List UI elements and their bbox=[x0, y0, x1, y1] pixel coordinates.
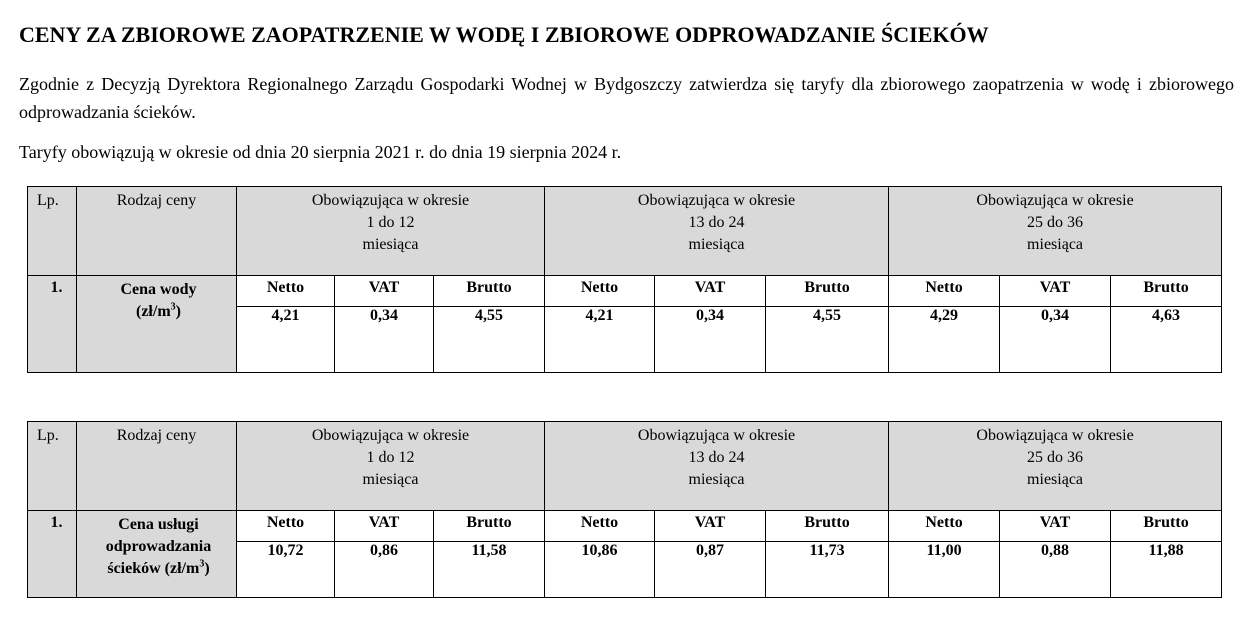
sewage-netto-p2: 10,86 bbox=[545, 542, 655, 598]
sewage-vat-p2: 0,87 bbox=[655, 542, 766, 598]
col-vat: VAT bbox=[335, 511, 434, 542]
col-brutto: Brutto bbox=[766, 276, 889, 307]
header-period-1: Obowiązująca w okresie 1 do 12 miesiąca bbox=[237, 187, 545, 276]
col-netto: Netto bbox=[237, 276, 335, 307]
header-rodzaj-ceny: Rodzaj ceny bbox=[77, 422, 237, 511]
header-period-1: Obowiązująca w okresie 1 do 12 miesiąca bbox=[237, 422, 545, 511]
water-netto-p3: 4,29 bbox=[889, 307, 1000, 373]
col-netto: Netto bbox=[889, 511, 1000, 542]
col-netto: Netto bbox=[889, 276, 1000, 307]
sewage-vat-p1: 0,86 bbox=[335, 542, 434, 598]
header-period-3: Obowiązująca w okresie 25 do 36 miesiąca bbox=[889, 422, 1222, 511]
col-vat: VAT bbox=[1000, 276, 1111, 307]
sewage-netto-p1: 10,72 bbox=[237, 542, 335, 598]
water-vat-p3: 0,34 bbox=[1000, 307, 1111, 373]
col-vat: VAT bbox=[335, 276, 434, 307]
page-title: CENY ZA ZBIOROWE ZAOPATRZENIE W WODĘ I ZBIOROWE ODPROWADZANIE ŚCIEKÓW bbox=[19, 22, 989, 47]
col-netto: Netto bbox=[237, 511, 335, 542]
col-vat: VAT bbox=[655, 511, 766, 542]
col-netto: Netto bbox=[545, 511, 655, 542]
sewage-netto-p3: 11,00 bbox=[889, 542, 1000, 598]
sewage-brutto-p3: 11,88 bbox=[1111, 542, 1222, 598]
header-lp: Lp. bbox=[28, 187, 77, 276]
intro-paragraph: Zgodnie z Decyzją Dyrektora Regionalnego Zarządu Gospodarki Wodnej w Bydgoszczy zatwierdza się taryfy dla zbiorowego zaopatrzenia w wodę i zbiorowego odprowadzania ścieków. bbox=[19, 74, 1234, 122]
col-brutto: Brutto bbox=[1111, 511, 1222, 542]
water-netto-p1: 4,21 bbox=[237, 307, 335, 373]
sewage-row-name: Cena usługi odprowadzania ścieków $(zł/m^3)$ bbox=[77, 511, 237, 598]
sewage-brutto-p2: 11,73 bbox=[766, 542, 889, 598]
water-row-name: Cena wody $(zł/m^3)$ bbox=[77, 276, 237, 373]
col-netto: Netto bbox=[545, 276, 655, 307]
col-brutto: Brutto bbox=[434, 511, 545, 542]
water-brutto-p1: 4,55 bbox=[434, 307, 545, 373]
water-vat-p2: 0,34 bbox=[655, 307, 766, 373]
sewage-row-lp: 1. bbox=[28, 511, 77, 598]
validity-period: Taryfy obowiązują w okresie od dnia 20 sierpnia 2021 r. do dnia 19 sierpnia 2024 r. bbox=[19, 142, 622, 162]
col-vat: VAT bbox=[1000, 511, 1111, 542]
sewage-vat-p3: 0,88 bbox=[1000, 542, 1111, 598]
water-netto-p2: 4,21 bbox=[545, 307, 655, 373]
water-brutto-p2: 4,55 bbox=[766, 307, 889, 373]
header-period-2: Obowiązująca w okresie 13 do 24 miesiąca bbox=[545, 187, 889, 276]
water-vat-p1: 0,34 bbox=[335, 307, 434, 373]
header-lp: Lp. bbox=[28, 422, 77, 511]
water-price-table bbox=[27, 186, 1222, 373]
col-brutto: Brutto bbox=[1111, 276, 1222, 307]
header-period-3: Obowiązująca w okresie 25 do 36 miesiąca bbox=[889, 187, 1222, 276]
water-brutto-p3: 4,63 bbox=[1111, 307, 1222, 373]
col-brutto: Brutto bbox=[766, 511, 889, 542]
header-rodzaj-ceny: Rodzaj ceny bbox=[77, 187, 237, 276]
col-vat: VAT bbox=[655, 276, 766, 307]
water-row-lp: 1. bbox=[28, 276, 77, 373]
header-period-2: Obowiązująca w okresie 13 do 24 miesiąca bbox=[545, 422, 889, 511]
col-brutto: Brutto bbox=[434, 276, 545, 307]
sewage-price-table bbox=[27, 421, 1222, 598]
sewage-brutto-p1: 11,58 bbox=[434, 542, 545, 598]
